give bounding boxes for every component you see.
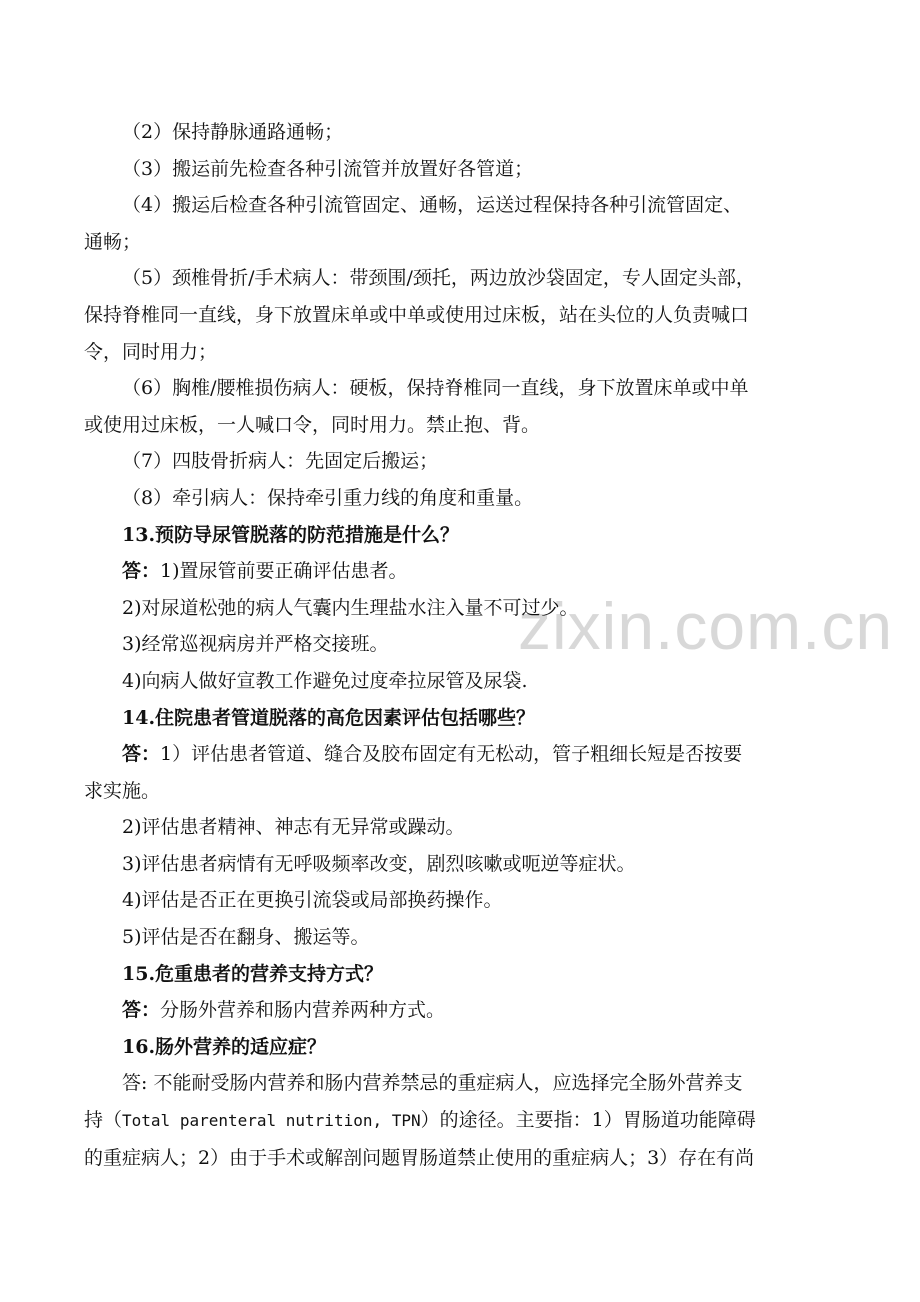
- text-line: （2）保持静脉通路通畅；: [122, 121, 344, 143]
- text-line: 或使用过床板，一人喊口令，同时用力。禁止抱、背。: [84, 413, 541, 436]
- answer-line: 4)向病人做好宣教工作避免过度牵拉尿管及尿袋.: [122, 669, 528, 692]
- answer-text: 持（: [84, 1109, 123, 1132]
- answer-line: 答: 不能耐受肠内营养和肠内营养禁忌的重症病人，应选择完全肠外营养支: [122, 1072, 743, 1095]
- answer-line: [84, 736, 844, 773]
- text-line: （7）四肢骨折病人：先固定后搬运；: [122, 450, 439, 473]
- answer-label: 答：: [122, 743, 161, 766]
- answer-line: 4)评估是否正在更换引流袋或局部换药操作。: [122, 889, 503, 912]
- answer-line: 3)经常巡视病房并严格交接班。: [122, 633, 389, 656]
- answer-line: 5)评估是否在翻身、搬运等。: [122, 926, 370, 949]
- term-text: Total parenteral nutrition, TPN: [122, 1111, 421, 1131]
- answer-label: 答：: [122, 999, 161, 1022]
- answer-label: 答：: [122, 560, 161, 583]
- question-heading: 13.预防导尿管脱落的防范措施是什么？: [122, 523, 460, 546]
- answer-line: [84, 992, 844, 1029]
- answer-text: 分肠外营养和肠内营养两种方式。: [160, 999, 446, 1022]
- text-line: 通畅；: [84, 230, 142, 253]
- text-line: （4）搬运后检查各种引流管固定、通畅，运送过程保持各种引流管固定、: [122, 194, 743, 217]
- answer-text: 1)置尿管前要正确评估患者。: [160, 560, 408, 583]
- question-heading: 14.住院患者管道脱落的高危因素评估包括哪些？: [122, 706, 536, 729]
- answer-line: 3)评估患者病情有无呼吸频率改变，剧烈咳嗽或呃逆等症状。: [122, 852, 636, 875]
- answer-text: ）的途径。主要指：1）胃肠道功能障碍: [420, 1109, 756, 1132]
- answer-text: 1）评估患者管道、缝合及胶布固定有无松动，管子粗细长短是否按要: [160, 743, 743, 766]
- text-line: （8）牵引病人：保持牵引重力线的角度和重量。: [122, 486, 534, 509]
- answer-line: 的重症病人；2）由于手术或解剖问题胃肠道禁止使用的重症病人；3）存在有尚: [84, 1146, 755, 1169]
- text-line: 令，同时用力；: [84, 340, 218, 363]
- answer-line: 2)对尿道松弛的病人气囊内生理盐水注入量不可过少。: [122, 596, 579, 619]
- question-heading: 15.危重患者的营养支持方式？: [122, 962, 384, 985]
- text-line: 保持脊椎同一直线，身下放置床单或中单或使用过床板，站在头位的人负责喊口: [84, 303, 750, 326]
- answer-line: 2)评估患者精神、神志有无异常或躁动。: [122, 816, 465, 839]
- answer-line: [84, 1102, 844, 1140]
- watermark: zixin.com.cn: [518, 589, 894, 663]
- text-line: （3）搬运前先检查各种引流管并放置好各管道；: [122, 157, 534, 180]
- question-heading: 16.肠外营养的适应症？: [122, 1035, 327, 1058]
- text-line: （6）胸椎/腰椎损伤病人：硬板，保持脊椎同一直线，身下放置床单或中单: [122, 377, 749, 400]
- answer-line: [84, 553, 844, 590]
- text-line: （5）颈椎骨折/手术病人：带颈围/颈托，两边放沙袋固定，专人固定头部，: [122, 267, 755, 290]
- document-body: [84, 114, 844, 1176]
- answer-line: 求实施。: [84, 779, 161, 802]
